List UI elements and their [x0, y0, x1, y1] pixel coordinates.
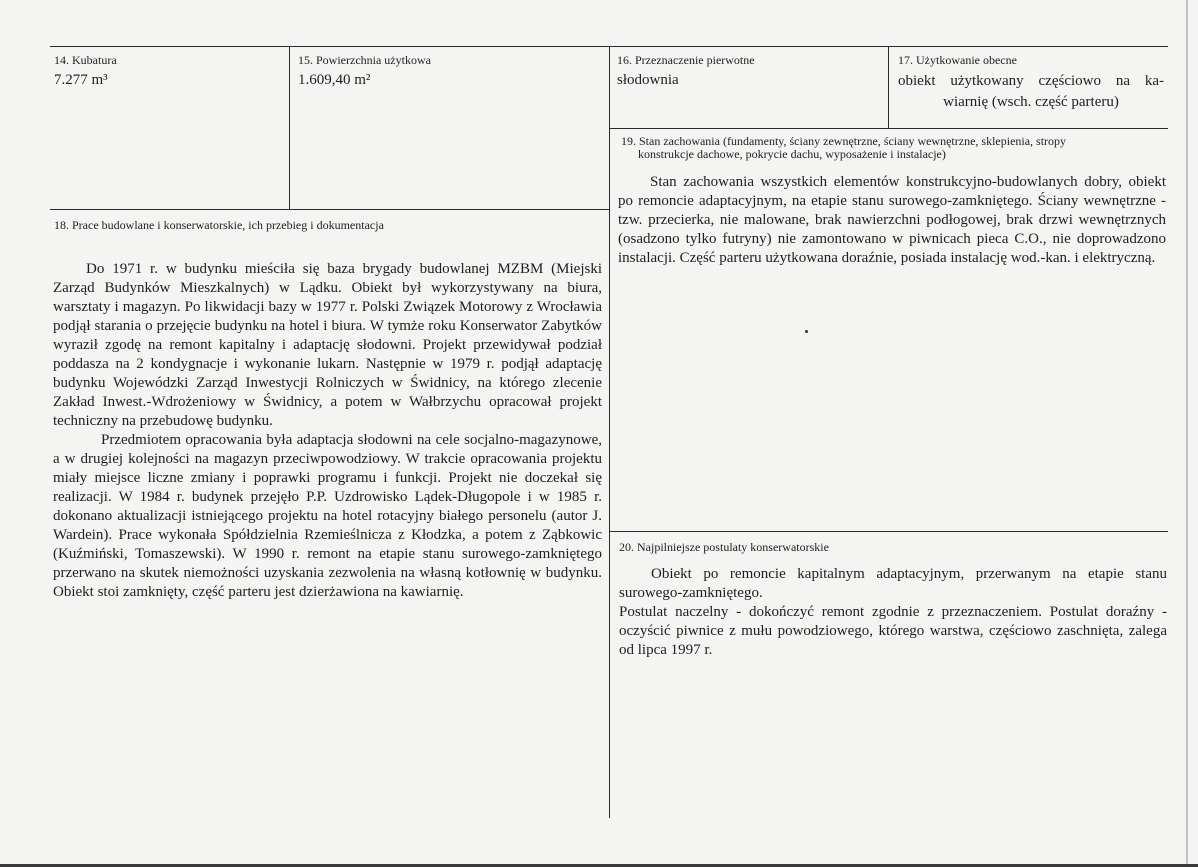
scan-speck [805, 330, 808, 333]
field-17-label: 17. Użytkowanie obecne [898, 53, 1017, 67]
divider-16-17 [888, 46, 889, 128]
field-19-paragraph: Stan zachowania wszystkich elementów konstrukcyjno-budowlanych dobry, obiekt po remoncie adaptacyjnym, na etapie stanu surowego-zamkniętego. Ściany wewnętrzne - tzw. przecierka, nie malowane, brak nawierzchni podłogowej, brak drzwi wewnętrznych (osadzono tylko futryny) nie zamontowano w piwnicach pieca C.O., nie doprowadzono instalacji. Część parteru użytkowana doraźnie, posiada instalację wod.-kan. i elektryczną. [618, 174, 1166, 266]
field-14-label: 14. Kubatura [54, 53, 117, 67]
field-16-value: słodownia [617, 72, 679, 88]
field-20-label: 20. Najpilniejsze postulaty konserwatorskie [619, 540, 829, 554]
field-18-paragraph-1: Do 1971 r. w budynku mieściła się baza brygady budowlanej MZBM (Miejski Zarząd Budynków Mieszkalnych) w Lądku. Obiekt był wykorzystywany na biura, warsztaty i magazyn. Po likwidacji bazy w 1977 r. Polski Związek Motorowy z Wrocławia podjął starania o przejęcie budynku na hotel i biura. W tymże roku Konserwator Zabytków wyraził zgodę na remont kapitalny i adaptację słodowni. Projekt przewidywał podział poddasza na 2 kondygnacje i wykonanie lukarn. Następnie w 1979 r. podjął adaptację budynku Wojewódzki Zarząd Inwestycji Rolniczych w Świdnicy, na którego zlecenie Zakład Inwest.-Wdrożeniowy w Świdnicy, a potem w Wałbrzychu opracował projekt techniczny na przebudowę budynku. [53, 261, 602, 429]
field-19-label-line1: 19. Stan zachowania (fundamenty, ściany zewnętrzne, ściany wewnętrzne, sklepienia, stropy [621, 134, 1067, 148]
field-19-text [618, 173, 1166, 268]
field-17-value-line2: wiarnię (wsch. część parteru) [943, 94, 1119, 110]
field-20-text [619, 565, 1167, 660]
field-18-text [53, 260, 602, 602]
field-17-value-line1: obiekt użytkowany częściowo na ka- [898, 73, 1164, 89]
field-14-value: 7.277 m³ [54, 72, 108, 88]
field-19-label-line2: konstrukcje dachowe, pokrycie dachu, wyposażenie i instalacje) [638, 147, 946, 161]
rule-above-18 [50, 209, 609, 210]
divider-center [609, 46, 610, 818]
field-15-label: 15. Powierzchnia użytkowa [298, 53, 431, 67]
field-20-paragraph-2: Postulat naczelny - dokończyć remont zgodnie z przeznaczeniem. Postulat doraźny - oczyścić piwnice z mułu powodziowego, którego warstwa, częściowo zaschnięta, zalega od lipca 1997 r. [619, 604, 1167, 658]
rule-under-17 [609, 128, 1168, 129]
divider-14-15 [289, 46, 290, 209]
field-18-label: 18. Prace budowlane i konserwatorskie, ich przebieg i dokumentacja [54, 218, 384, 232]
rule-above-20 [609, 531, 1168, 532]
scan-edge-right [1186, 0, 1188, 867]
field-18-paragraph-2: Przedmiotem opracowania była adaptacja słodowni na cele socjalno-magazynowe, a w drugiej kolejności na magazyn przeciwpowodziowy. W trakcie opracowania projektu miały miejsce liczne zmiany i poprawki programu i funkcji. Projekt nie doczekał się realizacji. W 1984 r. budynek przejęło P.P. Uzdrowisko Lądek-Długopole i w 1985 r. dokonano aktualizacji istniejącego projektu na hotel rotacyjny białego personelu (autor J. Wardein). Prace wykonała Spółdzielnia Rzemieślnicza z Kłodzka, a potem z Ząbkowic (Kuźmiński, Tomaszewski). W 1990 r. remont na etapie stanu surowego-zamkniętego przerwano na skutek niemożności uzyskania zezwolenia na własną kotłownię w budynku. Obiekt stoi zamknięty, część parteru jest dzierżawiona na kawiarnię. [53, 432, 602, 600]
field-15-value: 1.609,40 m² [298, 72, 371, 88]
field-20-paragraph-1: Obiekt po remoncie kapitalnym adaptacyjnym, przerwanym na etapie stanu surowego-zamkniętego. [619, 566, 1167, 601]
field-16-label: 16. Przeznaczenie pierwotne [617, 53, 755, 67]
